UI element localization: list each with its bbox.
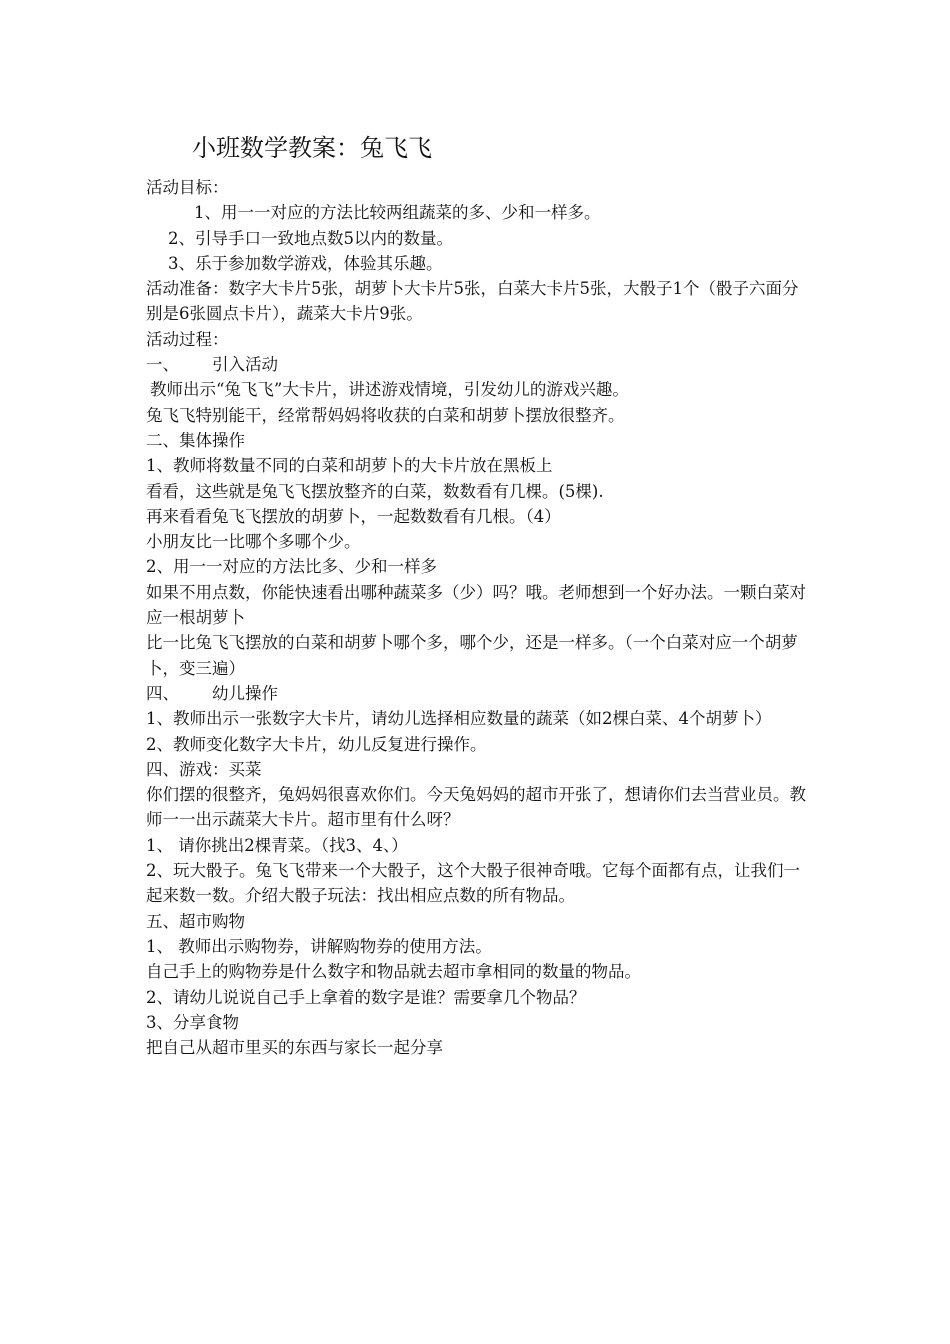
- goal-item-1: 1、用一一对应的方法比较两组蔬菜的多、少和一样多。: [194, 203, 601, 223]
- goal-item-2: 2、引导手口一致地点数5以内的数量。: [168, 228, 453, 248]
- document-body: [146, 175, 810, 1060]
- section-2-paragraph-3: 再来看看兔飞飞摆放的胡萝卜，一起数数看有几根。（4）: [146, 506, 561, 526]
- section-2-paragraph-4: 小朋友比一比哪个多哪个少。: [146, 532, 361, 552]
- section-2-paragraph-7: 比一比兔飞飞摆放的白菜和胡萝卜哪个多，哪个少，还是一样多。（一个白菜对应一个胡萝卜，变三遍）: [146, 633, 798, 678]
- section-5-paragraph-3: 2、请幼儿说说自己手上拿着的数字是谁？需要拿几个物品？: [146, 987, 586, 1007]
- section-1-paragraph-1: 教师出示“兔飞飞”大卡片，讲述游戏情境，引发幼儿的游戏兴趣。: [150, 380, 629, 400]
- goal-item-3: 3、乐于参加数学游戏，体验其乐趣。: [168, 253, 443, 273]
- section-4-number: 四、: [146, 683, 179, 703]
- section-4-heading: [146, 681, 810, 706]
- section-1-heading: [146, 352, 810, 377]
- section-2-paragraph-1: 1、教师将数量不同的白菜和胡萝卜的大卡片放在黑板上: [146, 456, 553, 476]
- section-1-number: 一、: [146, 355, 179, 375]
- game-paragraph-3: 2、玩大骰子。兔飞飞带来一个大骰子，这个大骰子很神奇哦。它每个面都有点，让我们一起来数一数。介绍大骰子玩法：找出相应点数的所有物品。: [146, 861, 800, 906]
- game-heading: 四、游戏：买菜: [146, 759, 262, 779]
- section-1-paragraph-2: 兔飞飞特别能干，经常帮妈妈将收获的白菜和胡萝卜摆放很整齐。: [146, 405, 625, 425]
- section-2-paragraph-2: 看看，这些就是兔飞飞摆放整齐的白菜，数数看有几棵。(5棵).: [146, 481, 604, 501]
- preparation-paragraph: 活动准备：数字大卡片5张，胡萝卜大卡片5张，白菜大卡片5张，大骰子1个（骰子六面分别是6张圆点卡片），蔬菜大卡片9张。: [146, 279, 799, 324]
- game-paragraph-2: 1、 请你挑出2棵青菜。（找3、4、）: [146, 835, 408, 855]
- section-4-paragraph-1: 1、教师出示一张数字大卡片，请幼儿选择相应数量的蔬菜（如2棵白菜、4个胡萝卜）: [146, 709, 772, 729]
- section-5-paragraph-5: 把自己从超市里买的东西与家长一起分享: [146, 1038, 443, 1058]
- section-4-paragraph-2: 2、教师变化数字大卡片，幼儿反复进行操作。: [146, 734, 487, 754]
- section-5-heading: 五、超市购物: [146, 911, 245, 931]
- section-5-paragraph-4: 3、分享食物: [146, 1012, 239, 1032]
- section-5-paragraph-2: 自己手上的购物券是什么数字和物品就去超市拿相同的数量的物品。: [146, 962, 641, 982]
- section-2-paragraph-6: 如果不用点数，你能快速看出哪种蔬菜多（少）吗？哦。老师想到一个好办法。一颗白菜对应一根胡萝卜: [146, 582, 806, 628]
- section-2-heading: 二、集体操作: [146, 430, 245, 450]
- goals-heading: 活动目标：: [146, 178, 229, 197]
- game-paragraph-1: 你们摆的很整齐，兔妈妈很喜欢你们。今天兔妈妈的超市开张了，想请你们去当营业员。教师一一出示蔬菜大卡片。超市里有什么呀？: [146, 785, 806, 830]
- page-title: 小班数学教案：兔飞飞: [192, 134, 432, 162]
- process-heading: 活动过程：: [146, 329, 229, 349]
- section-2-paragraph-5: 2、用一一对应的方法比多、少和一样多: [146, 557, 437, 577]
- section-5-paragraph-1: 1、 教师出示购物券，讲解购物券的使用方法。: [146, 936, 492, 956]
- section-1-title: 引入活动: [212, 355, 278, 375]
- section-4-title: 幼儿操作: [212, 683, 278, 703]
